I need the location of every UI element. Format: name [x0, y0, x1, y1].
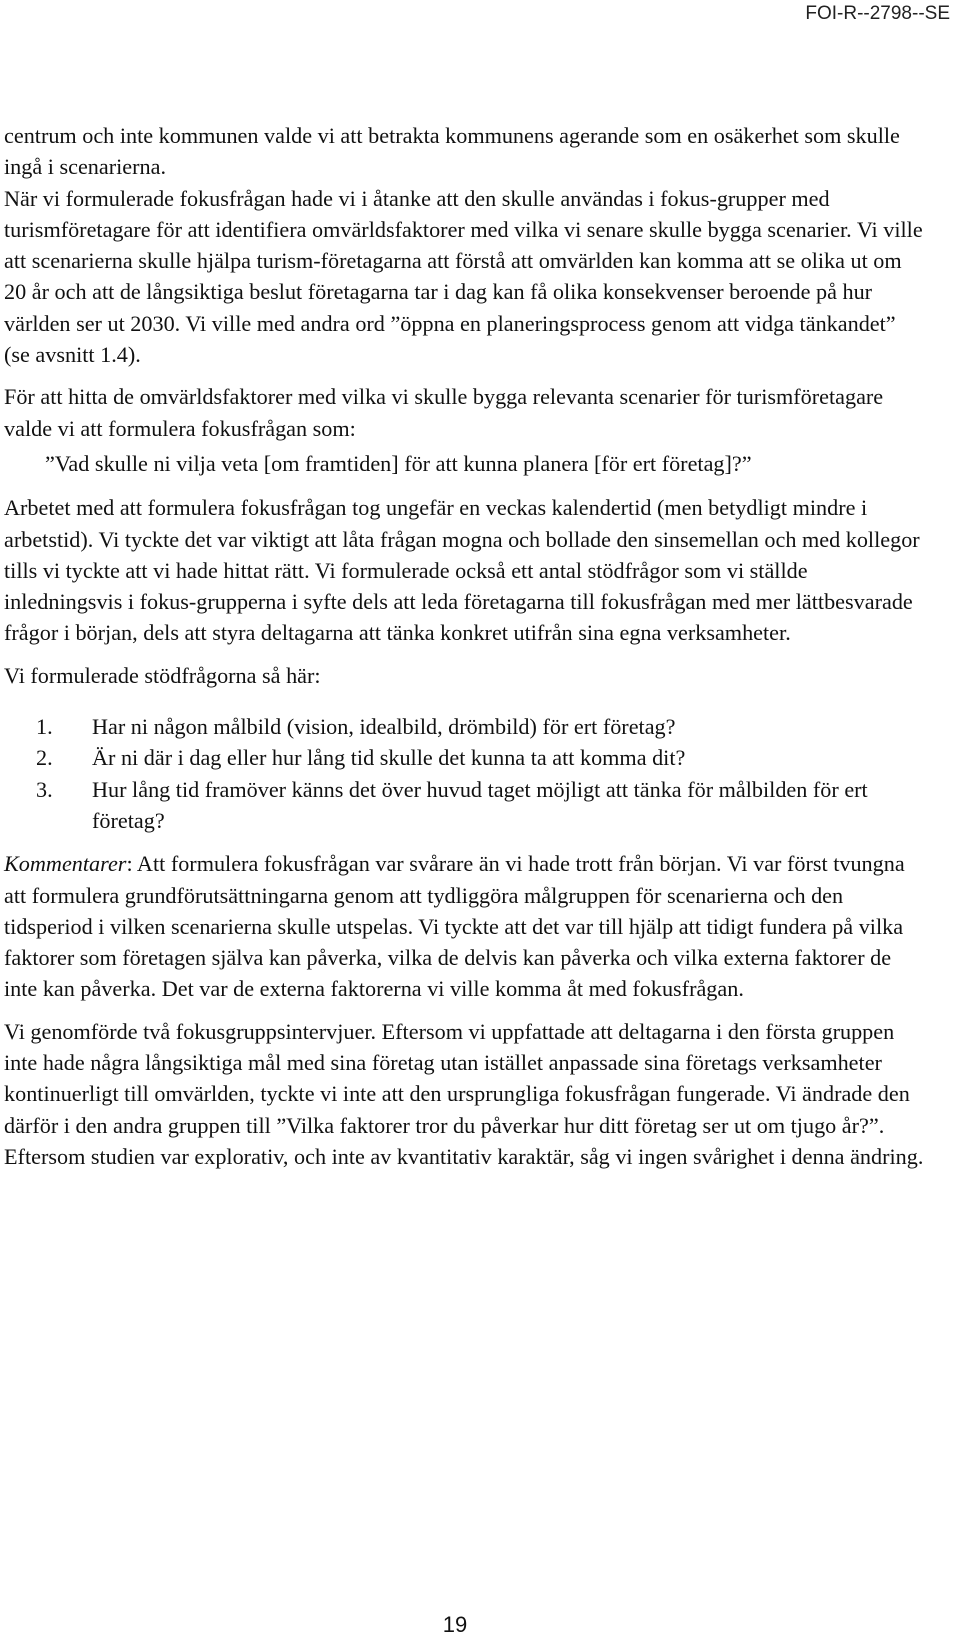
paragraph-support-questions-lead: Vi formulerade stödfrågorna så här:	[4, 662, 321, 688]
list-item-number: 3.	[36, 776, 53, 802]
list-item	[4, 742, 924, 773]
list-item	[4, 774, 924, 837]
list-item-text: Har ni någon målbild (vision, idealbild, drömbild) för ert företag?	[92, 714, 676, 740]
page-number: 19	[442, 1612, 468, 1637]
list-item-number: 2.	[36, 745, 53, 771]
comments-label: Kommentarer	[4, 851, 127, 877]
list-item-text: Hur lång tid framöver känns det över huvud taget möjligt att tänka för målbilden för ert företag?	[92, 776, 868, 833]
paragraph-focus-question-purpose: När vi formulerade fokusfrågan hade vi i åtanke att den skulle användas i fokus-grupper med turismföretagare för att identifiera omvärldsfaktorer med vilka vi senare skulle bygga scenarier. Vi ville att scenarierna skulle hjälpa turism-företagarna att förstå att omvärlden kan komma att se olika ut om 20 år och att de långsiktiga beslut företagarna tar i dag kan få olika konsekvenser beroende på hur världen ser ut 2030. Vi ville med andra ord ”öppna en planeringsprocess genom att vidga tänkandet” (se avsnitt 1.4).	[4, 185, 923, 368]
document-body	[4, 120, 924, 1183]
paragraph-comments	[4, 848, 924, 1004]
list-item-number: 1.	[36, 714, 53, 740]
paragraph-focus-question-lead: För att hitta de omvärldsfaktorer med vilka vi skulle bygga relevanta scenarier för turismföretagare valde vi att formulera fokusfrågan som:	[4, 384, 884, 441]
focus-question-quote: ”Vad skulle ni vilja veta [om framtiden] för att kunna planera [för ert företag]?”	[45, 450, 752, 476]
paragraph-focus-group-interviews: Vi genomförde två fokusgruppsintervjuer. Eftersom vi uppfattade att deltagarna i den första gruppen inte hade några långsiktiga mål med sina företag utan istället anpassade sina företags verksamheter kontinuerligt till omvärlden, tyckte vi inte att den ursprungliga fokusfrågan fungerade. Vi ändrade den därför i den andra gruppen till ”Vilka faktorer tror du påverkar hur ditt företag ser ut om tjugo år?”. Eftersom studien var explorativ, och inte av kvantitativ karaktär, såg vi ingen svårighet i denna ändring.	[4, 1018, 924, 1169]
paragraph-intro: centrum och inte kommunen valde vi att betrakta kommunens agerande som en osäkerhet som skulle ingå i scenarierna.	[4, 123, 900, 180]
comments-text: : Att formulera fokusfrågan var svårare än vi hade trott från början. Vi var först tvungna att formulera grundförutsättningarna genom att tydliggöra målgruppen för scenarierna och den tidsperiod i vilken scenarierna skulle utspelas. Vi tyckte att det var till hjälp att tidigt fundera på vilka faktorer som företagen själva kan påverka, vilka de delvis kan påverka och vilka externa faktorer de inte kan påverka. Det var de externa faktorerna vi ville komma åt med fokusfrågan.	[4, 851, 905, 1002]
support-questions-list	[4, 711, 924, 836]
document-id: FOI-R--2798--SE	[805, 3, 950, 24]
paragraph-work-process: Arbetet med att formulera fokusfrågan tog ungefär en veckas kalendertid (men betydligt mindre i arbetstid). Vi tyckte det var viktigt att låta frågan mogna och bollade den sinsemellan och med kollegor tills vi tyckte att vi hade hittat rätt. Vi formulerade också ett antal stödfrågor som vi ställde inledningsvis i fokus-grupperna i syfte dels att leda företagarna till fokusfrågan med mer lättbesvarade frågor i början, dels att styra deltagarna att tänka konkret utifrån sina egna verksamheter.	[4, 495, 920, 646]
list-item-text: Är ni där i dag eller hur lång tid skulle det kunna ta att komma dit?	[92, 745, 686, 771]
list-item	[4, 711, 924, 742]
